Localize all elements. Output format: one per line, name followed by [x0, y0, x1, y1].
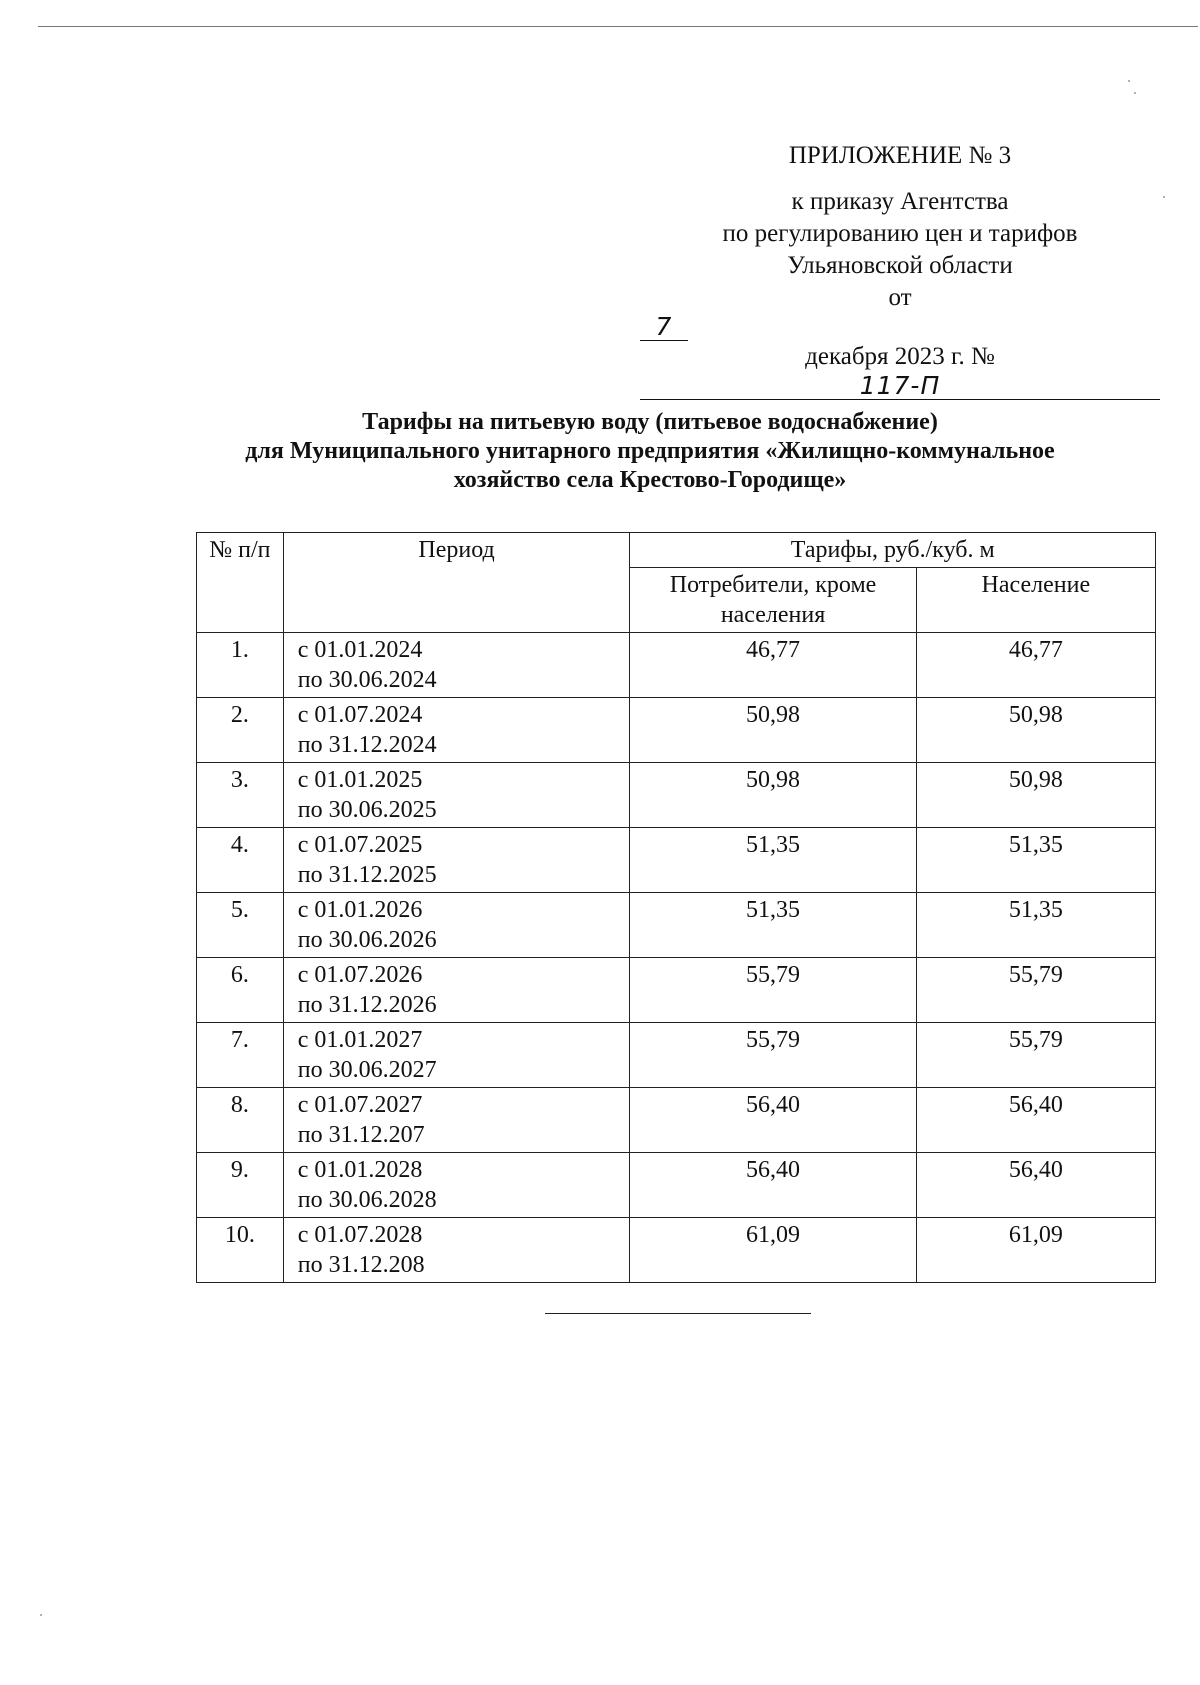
date-middle: декабря 2023 г. № [805, 343, 995, 370]
header-population: Население [916, 568, 1155, 633]
period-from: с 01.07.2026 [297, 962, 423, 988]
tariff-consumers: 50,98 [630, 698, 916, 763]
period-from: с 01.07.2024 [297, 702, 423, 728]
row-number: 10. [197, 1218, 284, 1283]
period-to: по 31.12.2024 [297, 732, 437, 758]
period-from: с 01.07.2027 [297, 1092, 423, 1118]
row-number: 4. [197, 828, 284, 893]
handwritten-order-number: 117-П [640, 373, 1160, 400]
period-from: с 01.01.2025 [297, 767, 423, 793]
order-line-1: к приказу Агентства [791, 188, 1009, 215]
order-line-2: по регулированию цен и тарифов [722, 220, 1078, 247]
tariff-population: 56,40 [916, 1088, 1155, 1153]
order-reference [640, 186, 1160, 400]
period-to: по 31.12.208 [297, 1252, 425, 1278]
period-to: по 30.06.2028 [297, 1187, 437, 1213]
row-period [283, 1088, 630, 1153]
tariff-consumers: 61,09 [630, 1218, 916, 1283]
table-row [197, 698, 1156, 763]
header-tariffs: Тарифы, руб./куб. м [630, 533, 1156, 568]
tariff-population: 55,79 [916, 958, 1155, 1023]
table-row [197, 828, 1156, 893]
tariff-consumers: 50,98 [630, 763, 916, 828]
period-to: по 31.12.2025 [297, 862, 437, 888]
table-row [197, 1023, 1156, 1088]
heading-line-3: хозяйство села Крестово-Городище» [453, 467, 847, 493]
header-num-label: № п/п [209, 537, 271, 563]
table-row [197, 893, 1156, 958]
row-number: 7. [197, 1023, 284, 1088]
tariff-consumers: 46,77 [630, 633, 916, 698]
tariff-population: 61,09 [916, 1218, 1155, 1283]
period-from: с 01.07.2025 [297, 832, 423, 858]
row-number: 2. [197, 698, 284, 763]
tariff-population: 56,40 [916, 1153, 1155, 1218]
header-period: Период [283, 533, 630, 633]
scan-speck [1163, 196, 1165, 198]
tariff-consumers: 56,40 [630, 1088, 916, 1153]
period-from: с 01.01.2027 [297, 1027, 423, 1053]
period-to: по 30.06.2025 [297, 797, 437, 823]
tariff-population: 51,35 [916, 828, 1155, 893]
tariff-consumers: 55,79 [630, 958, 916, 1023]
tariff-population: 51,35 [916, 893, 1155, 958]
tariff-consumers: 51,35 [630, 828, 916, 893]
scan-speck [40, 1614, 42, 1616]
row-period [283, 893, 630, 958]
period-from: с 01.01.2028 [297, 1157, 423, 1183]
row-period [283, 1023, 630, 1088]
appendix-title: ПРИЛОЖЕНИЕ № 3 [788, 142, 1012, 169]
tariff-consumers: 56,40 [630, 1153, 916, 1218]
tariff-population: 50,98 [916, 698, 1155, 763]
row-number: 9. [197, 1153, 284, 1218]
row-period [283, 763, 630, 828]
closing-rule [545, 1313, 811, 1314]
table-row [197, 1088, 1156, 1153]
row-period [283, 698, 630, 763]
period-to: по 31.12.2026 [297, 992, 437, 1018]
row-number: 3. [197, 763, 284, 828]
tariff-population: 55,79 [916, 1023, 1155, 1088]
handwritten-day: 7 [640, 314, 688, 341]
table-row [197, 1218, 1156, 1283]
period-from: с 01.07.2028 [297, 1222, 423, 1248]
order-line-3: Ульяновской области [787, 252, 1013, 279]
period-to: по 30.06.2024 [297, 667, 437, 693]
document-heading [150, 408, 1150, 495]
tariff-consumers: 55,79 [630, 1023, 916, 1088]
tariffs-table [196, 532, 1156, 1283]
period-from: с 01.01.2024 [297, 637, 423, 663]
table-row [197, 958, 1156, 1023]
heading-line-2: для Муниципального унитарного предприятия «Жилищно-коммунальное [245, 438, 1055, 464]
scan-speck [1128, 80, 1130, 82]
table-row [197, 633, 1156, 698]
date-prefix: от [888, 284, 912, 311]
row-period [283, 958, 630, 1023]
period-from: с 01.01.2026 [297, 897, 423, 923]
tariff-population: 50,98 [916, 763, 1155, 828]
period-to: по 30.06.2027 [297, 1057, 437, 1083]
period-to: по 31.12.207 [297, 1122, 425, 1148]
scan-top-edge-line [38, 26, 1198, 27]
table-row [197, 763, 1156, 828]
row-number: 8. [197, 1088, 284, 1153]
header-consumers: Потребители, кроме населения [630, 568, 916, 633]
row-period [283, 828, 630, 893]
row-period [283, 1218, 630, 1283]
appendix-block [640, 140, 1160, 172]
row-period [283, 633, 630, 698]
row-number: 5. [197, 893, 284, 958]
row-number: 1. [197, 633, 284, 698]
header-num [197, 533, 284, 633]
scan-speck [1134, 92, 1136, 94]
heading-line-1: Тарифы на питьевую воду (питьевое водоснабжение) [362, 409, 938, 435]
table-row [197, 1153, 1156, 1218]
tariff-consumers: 51,35 [630, 893, 916, 958]
order-date-line [640, 282, 1160, 400]
period-to: по 30.06.2026 [297, 927, 437, 953]
row-number: 6. [197, 958, 284, 1023]
row-period [283, 1153, 630, 1218]
tariff-population: 46,77 [916, 633, 1155, 698]
